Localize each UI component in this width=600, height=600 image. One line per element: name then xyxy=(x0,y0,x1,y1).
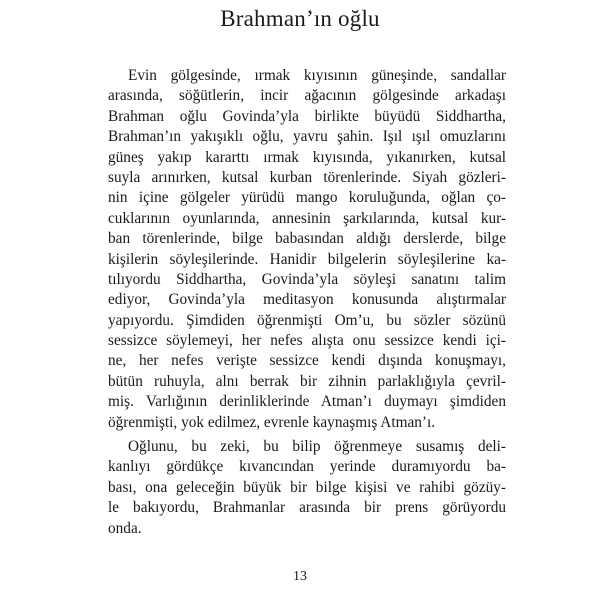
chapter-title: Brahman’ın oğlu xyxy=(220,6,380,31)
text-line: kişilerin söyleşilerinde. Hanidir bilgelerin söyleşilerine ka- xyxy=(108,250,506,268)
text-line: tılıyordu Siddhartha, Govinda’yla söyleşi sanatını talim xyxy=(108,270,506,288)
text-line: arasında, söğütlerin, incir ağacının gölgesinde arkadaşı xyxy=(108,87,506,105)
text-line: nin içine gölgeler yürüdü mango koruluğunda, oğlan ço- xyxy=(108,189,506,207)
paragraph-2 xyxy=(108,437,506,539)
text-line: öğrenmişti, yok edilmez, evrenle kaynaşmış Atman’ı. xyxy=(108,413,436,431)
text-line: cuklarının oyunlarında, annesinin şarkılarında, kutsal kur- xyxy=(108,209,506,227)
text-line: Oğlunu, bu zeki, bu bilip öğrenmeye susamış deli- xyxy=(128,438,506,456)
text-line: onda. xyxy=(108,519,142,537)
text-line: yapıyordu. Şimdiden öğrenmişti Om’u, bu sözler sözünü xyxy=(108,311,506,329)
text-line: ban törenlerinde, bilge babasından aldığı derslerde, bilge xyxy=(108,230,506,248)
text-line: bası, ona geleceğin büyük bir bilge kişisi ve rahibi gözüy- xyxy=(108,478,506,496)
text-line: suyla arınırken, kutsal kurban törenlerinde. Siyah gözleri- xyxy=(108,168,506,186)
text-line: Evin gölgesinde, ırmak kıyısının güneşinde, sandallar xyxy=(128,67,506,84)
text-line: güneş yakıp kararttı ırmak kıyısında, yıkanırken, kutsal xyxy=(108,148,506,166)
text-line: bütün ruhuyla, alnı berrak bir zihnin parlaklığıyla çevril- xyxy=(108,372,506,390)
text-line: Brahman oğlu Govinda’yla birlikte büyüdü Siddhartha, xyxy=(108,107,506,125)
text-line: Brahman’ın yakışıklı oğlu, yavru şahin. Işıl ışıl omuzlarını xyxy=(108,128,506,146)
text-line: miş. Varlığının derinliklerinde Atman’ı duymayı şimdiden xyxy=(108,393,506,411)
page-number: 13 xyxy=(293,569,307,584)
text-line: ne, her nefes verişte sessizce kendi dışında konuşmayı, xyxy=(108,352,506,370)
paragraph-1 xyxy=(108,66,506,433)
chapter-body xyxy=(108,66,506,539)
text-line: ediyor, Govinda’yla meditasyon konusunda alıştırmalar xyxy=(108,291,506,309)
text-line: le bakıyordu, Brahmanlar arasında bir prens görüyordu xyxy=(108,499,506,517)
text-line: kanlıyı gördükçe kıvancından yerinde duramıyordu ba- xyxy=(108,458,506,476)
text-line: sessizce söylemeyi, her nefes alışta onu sessizce kendi içi- xyxy=(108,332,506,350)
